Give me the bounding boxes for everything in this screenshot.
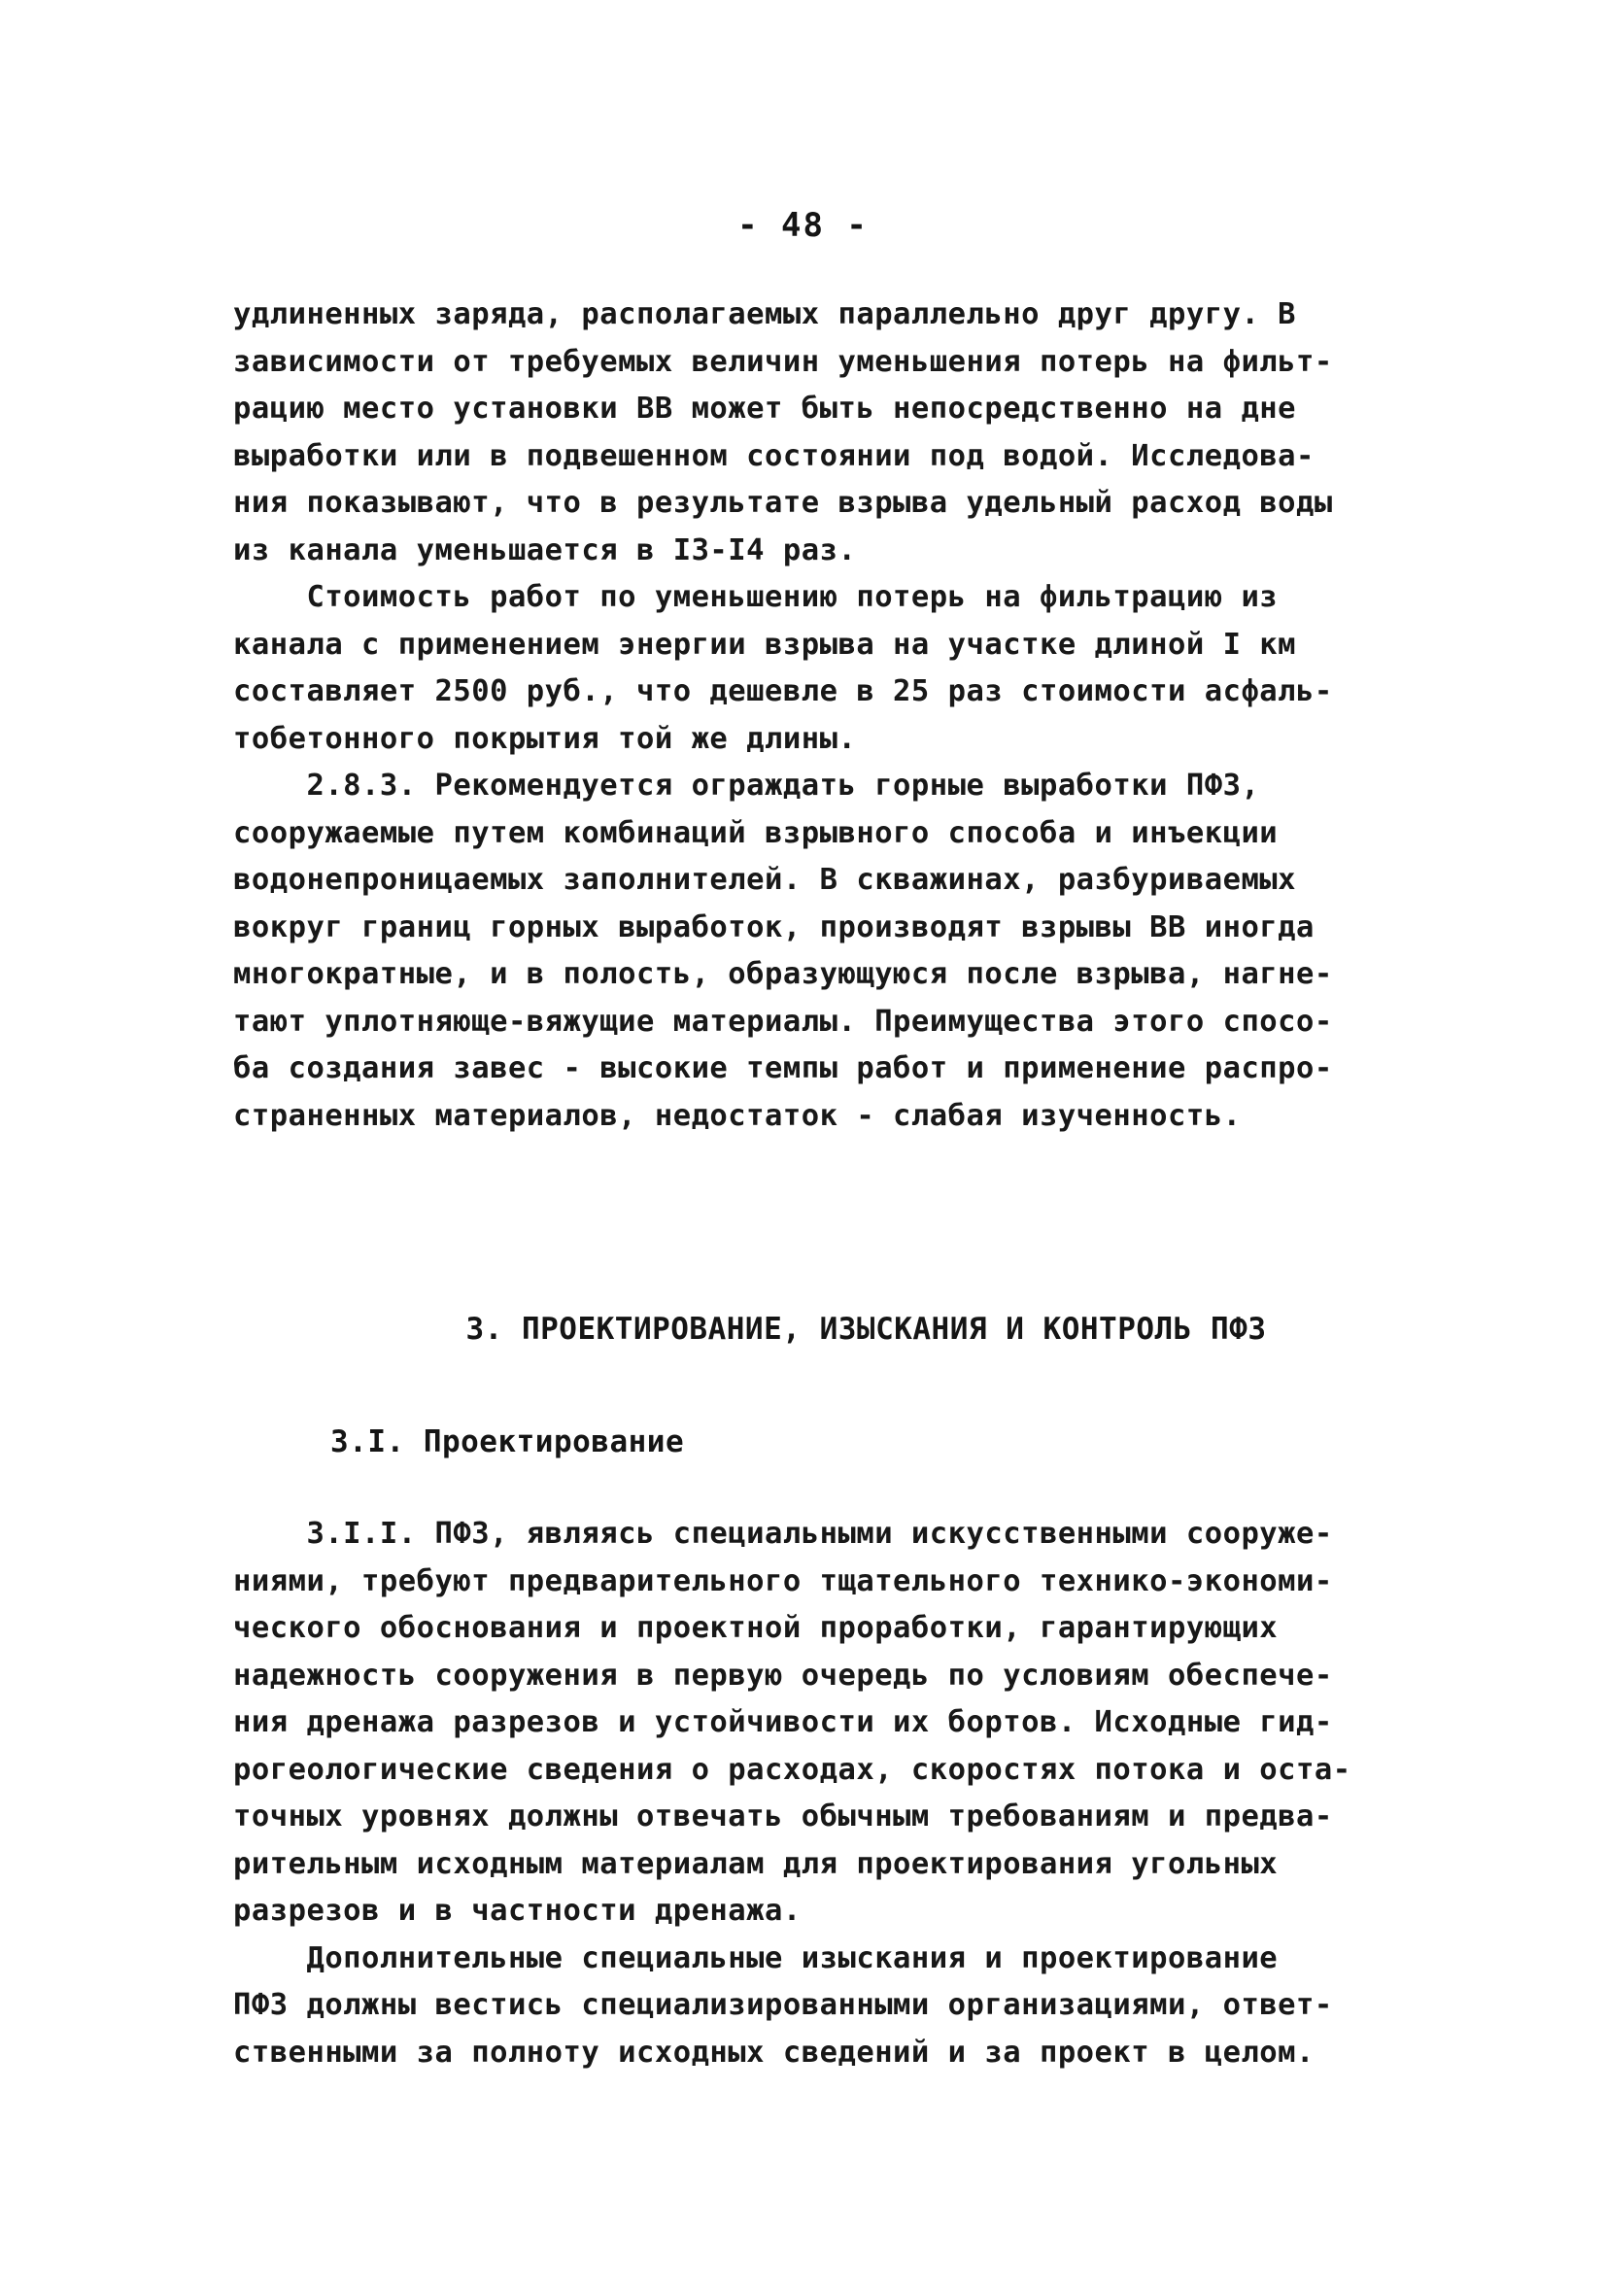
text-line: водонепроницаемых заполнителей. В скважинах, разбуриваемых <box>233 863 1297 897</box>
text-line: точных уровнях должны отвечать обычным требованиям и предва- <box>233 1799 1333 1833</box>
body-text-top <box>233 291 1409 1140</box>
text-line: Дополнительные специальные изыскания и проектирование <box>233 1940 1279 1975</box>
text-line: из канала уменьшается в I3-I4 раз. <box>233 532 857 567</box>
text-line: Стоимость работ по уменьшению потерь на фильтрацию из <box>233 580 1279 614</box>
text-line: зависимости от требуемых величин уменьшения потерь на фильт- <box>233 344 1333 379</box>
text-line: ния дренажа разрезов и устойчивости их бортов. Исходные гид- <box>233 1705 1333 1739</box>
text-line: ба создания завес - высокие темпы работ и применение распро- <box>233 1051 1333 1085</box>
text-line: ственными за полноту исходных сведений и за проект в целом. <box>233 2035 1315 2070</box>
subsection-heading: 3.I. Проектирование <box>330 1424 685 1459</box>
text-line: страненных материалов, недостаток - слабая изученность. <box>233 1098 1242 1133</box>
text-line: выработки или в подвешенном состоянии под водой. Исследова- <box>233 438 1315 473</box>
text-line: ПФЗ должны вестись специализированными организациями, ответ- <box>233 1988 1333 2022</box>
text-line: рогеологические сведения о расходах, скоростях потока и оста- <box>233 1752 1351 1787</box>
text-line: ниями, требуют предварительного тщательного технико-экономи- <box>233 1563 1333 1598</box>
text-line: разрезов и в частности дренажа. <box>233 1894 802 1928</box>
page-number: - 48 - <box>737 206 869 245</box>
text-line: ния показывают, что в результате взрыва удельный расход воды <box>233 486 1333 520</box>
text-line: рацию место установки ВВ может быть непосредственно на дне <box>233 392 1297 426</box>
text-line: многократные, и в полость, образующуюся после взрыва, нагне- <box>233 957 1333 991</box>
text-line: 2.8.3. Рекомендуется ограждать горные выработки ПФЗ, <box>233 769 1260 803</box>
body-text-bottom <box>233 1511 1409 2076</box>
section-heading: 3. ПРОЕКТИРОВАНИЕ, ИЗЫСКАНИЯ И КОНТРОЛЬ ПФЗ <box>465 1312 1267 1347</box>
text-line: тают уплотняюще-вяжущие материалы. Преимущества этого спосо- <box>233 1004 1333 1039</box>
text-line: канала с применением энергии взрыва на участке длиной I км <box>233 627 1297 662</box>
text-line: вокруг границ горных выработок, производят взрывы ВВ иногда <box>233 909 1315 944</box>
text-line: сооружаемые путем комбинаций взрывного способа и инъекции <box>233 815 1279 850</box>
text-line: ческого обоснования и проектной проработки, гарантирующих <box>233 1611 1279 1645</box>
text-line: рительным исходным материалам для проектирования угольных <box>233 1846 1279 1881</box>
text-line: удлиненных заряда, располагаемых параллельно друг другу. В <box>233 297 1297 331</box>
text-line: тобетонного покрытия той же длины. <box>233 721 857 756</box>
text-line: составляет 2500 руб., что дешевле в 25 раз стоимости асфаль- <box>233 674 1333 708</box>
text-line: надежность сооружения в первую очередь по условиям обеспече- <box>233 1658 1333 1693</box>
text-line: 3.I.I. ПФЗ, являясь специальными искусственными сооруже- <box>233 1517 1333 1551</box>
